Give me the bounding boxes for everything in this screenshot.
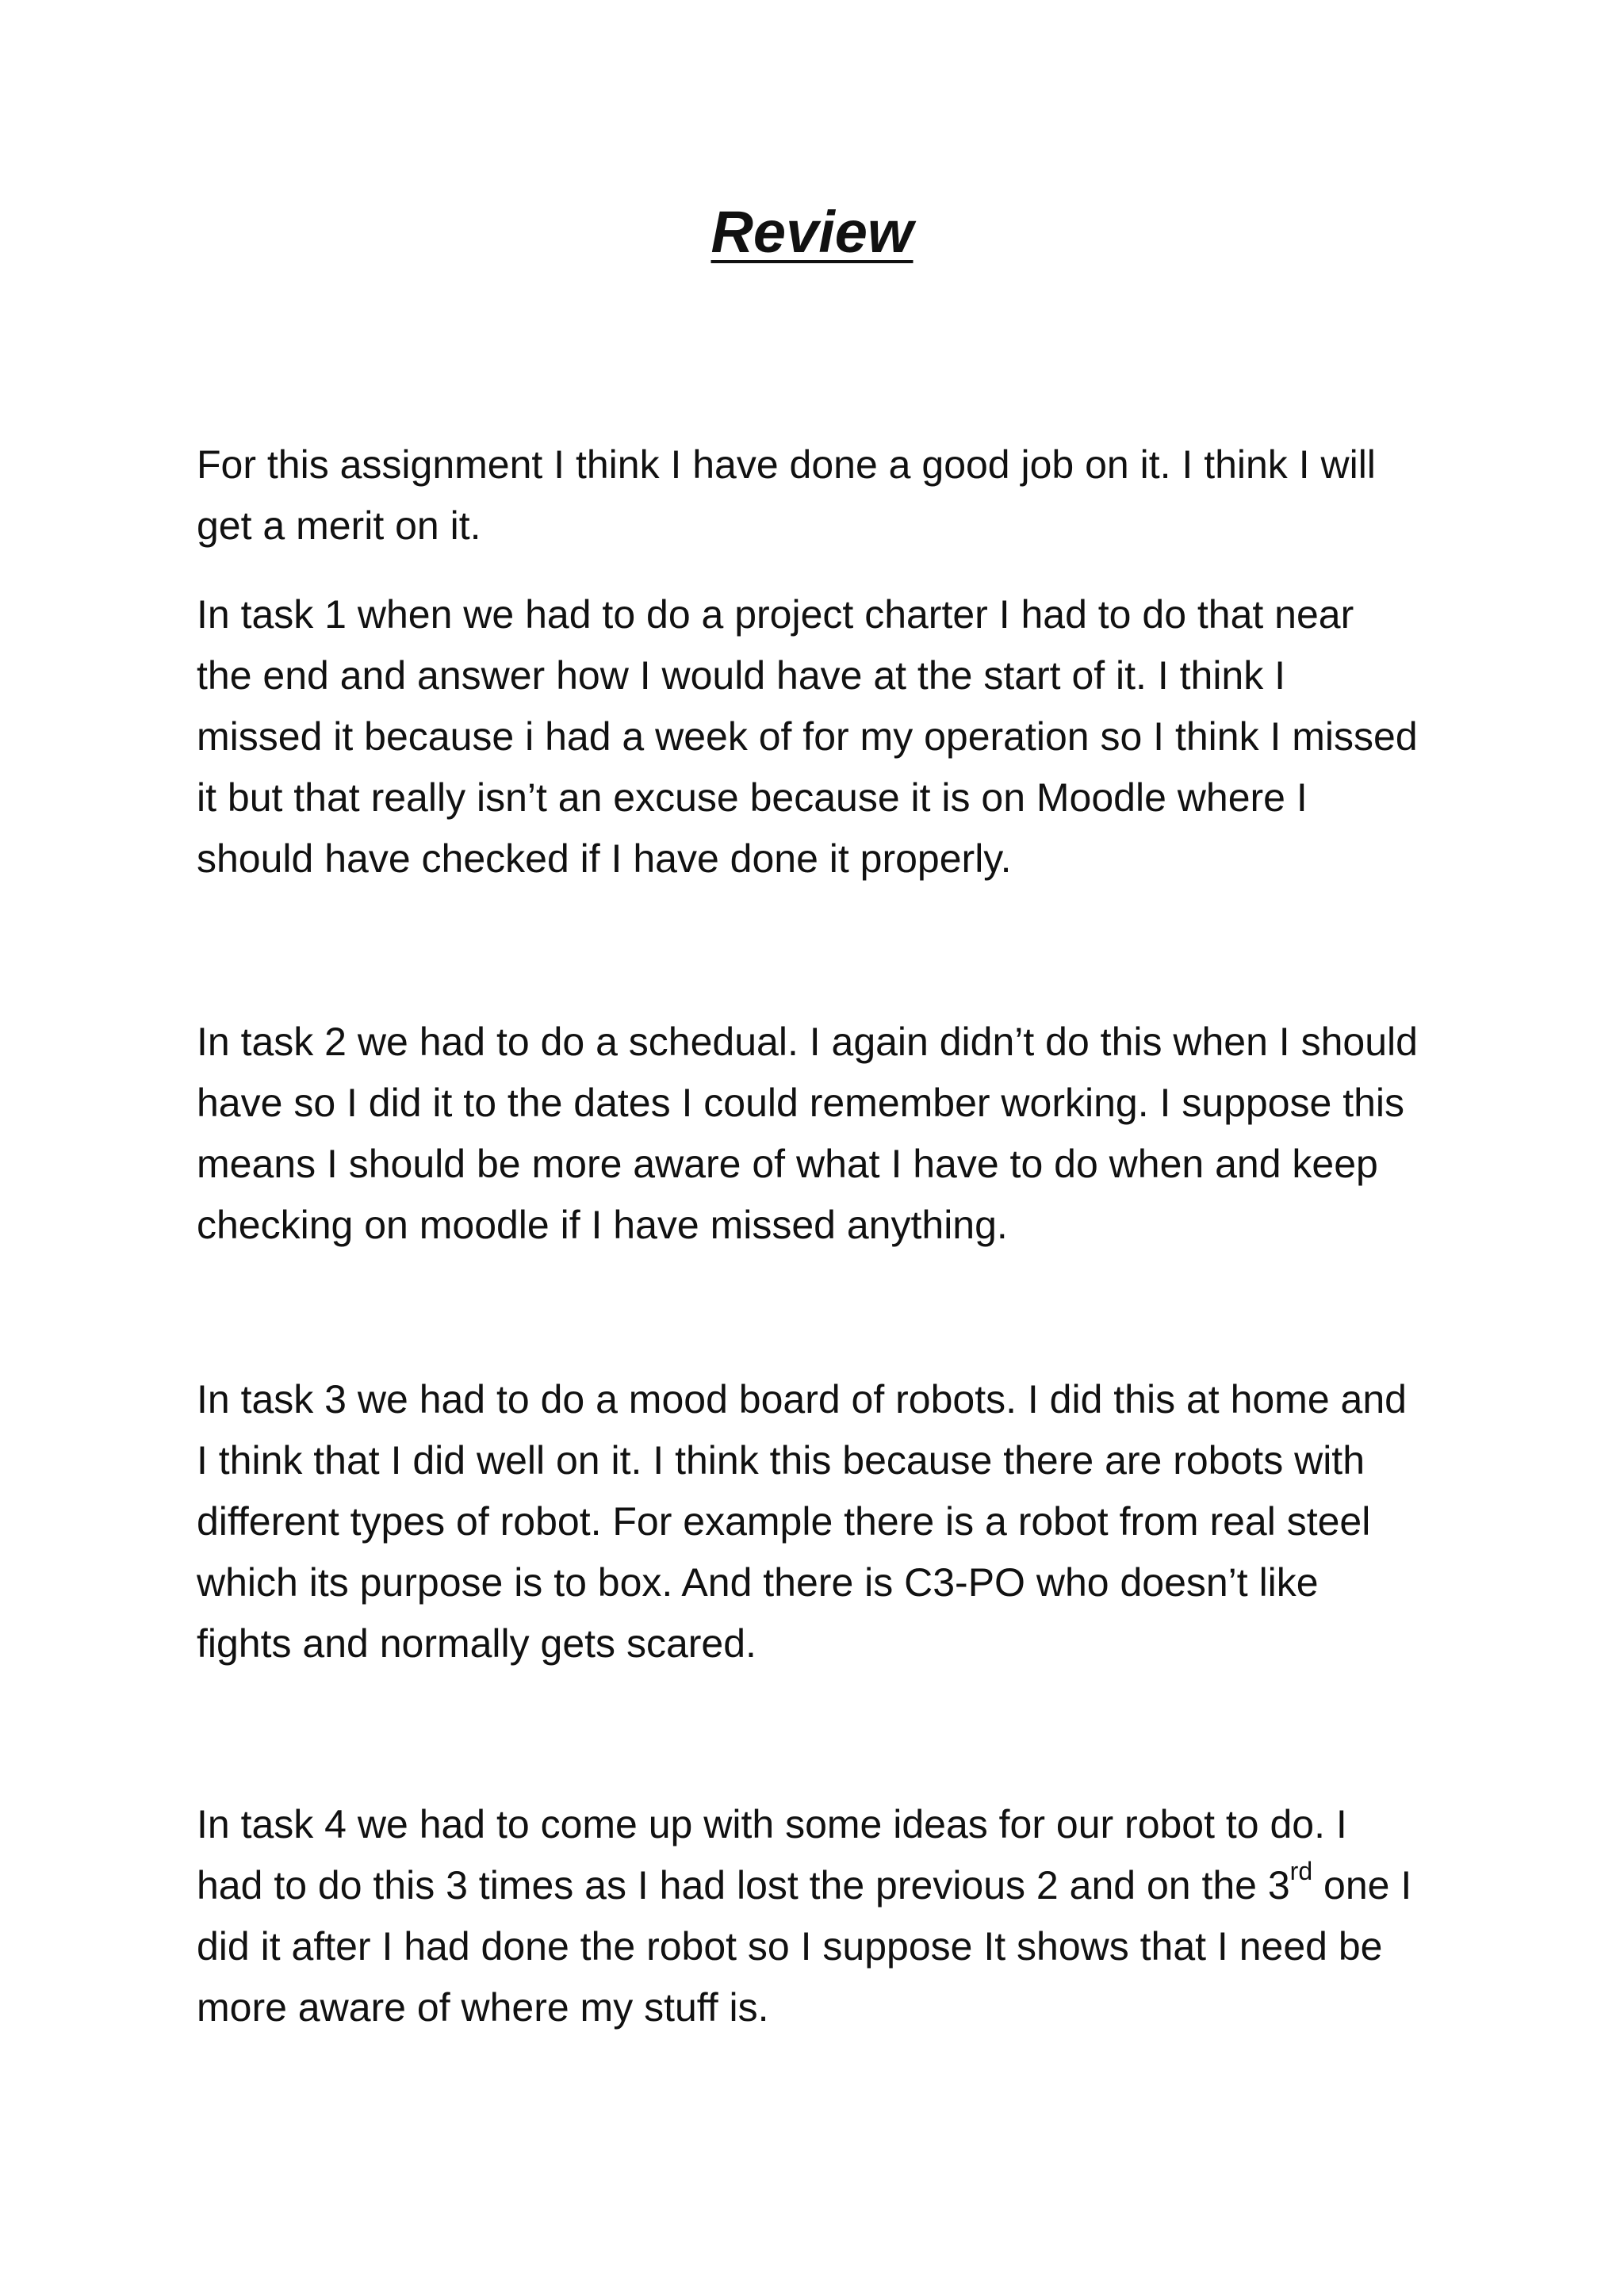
paragraph-line: the end and answer how I would have at the start of it. I think I [197,653,1286,698]
paragraph-line: In task 3 we had to do a mood board of robots. I did this at home and [197,1377,1407,1422]
paragraph-line-with-ordinal [197,1855,1457,1916]
paragraph-line: get a merit on it. [197,503,481,548]
ordinal-superscript: rd [1289,1857,1313,1886]
paragraph-task-1 [197,584,1457,890]
paragraph-line: should have checked if I have done it properly. [197,836,1012,881]
paragraph-intro [197,434,1457,557]
paragraph-line: did it after I had done the robot so I suppose It shows that I need be [197,1924,1383,1969]
paragraph-line: For this assignment I think I have done a good job on it. I think I will [197,442,1376,487]
paragraph-line: fights and normally gets scared. [197,1621,756,1666]
paragraph-line: In task 1 when we had to do a project charter I had to do that near [197,592,1354,637]
document-title: Review [710,199,914,265]
paragraph-line-tail: one I [1312,1863,1412,1908]
paragraph-line: which its purpose is to box. And there is C3-PO who doesn’t like [197,1560,1319,1605]
paragraph-line: more aware of where my stuff is. [197,1985,769,2030]
paragraph-line: means I should be more aware of what I have to do when and keep [197,1142,1378,1186]
paragraph-line: I think that I did well on it. I think this because there are robots with [197,1438,1365,1483]
paragraph-line: missed it because i had a week of for my operation so I think I missed [197,714,1418,759]
paragraph-task-3 [197,1369,1457,1674]
paragraph-line: checking on moodle if I have missed anything. [197,1203,1008,1247]
paragraph-line: In task 4 we had to come up with some ideas for our robot to do. I [197,1802,1347,1846]
paragraph-line: In task 2 we had to do a schedual. I again didn’t do this when I should [197,1020,1418,1064]
paragraph-task-2 [197,1012,1457,1256]
paragraph-line-text: had to do this 3 times as I had lost the previous 2 and on the 3 [197,1863,1290,1908]
paragraph-line: have so I did it to the dates I could remember working. I suppose this [197,1081,1405,1125]
paragraph-line: different types of robot. For example there is a robot from real steel [197,1499,1371,1544]
paragraph-task-4 [197,1794,1457,2038]
paragraph-line: it but that really isn’t an excuse because it is on Moodle where I [197,775,1308,820]
